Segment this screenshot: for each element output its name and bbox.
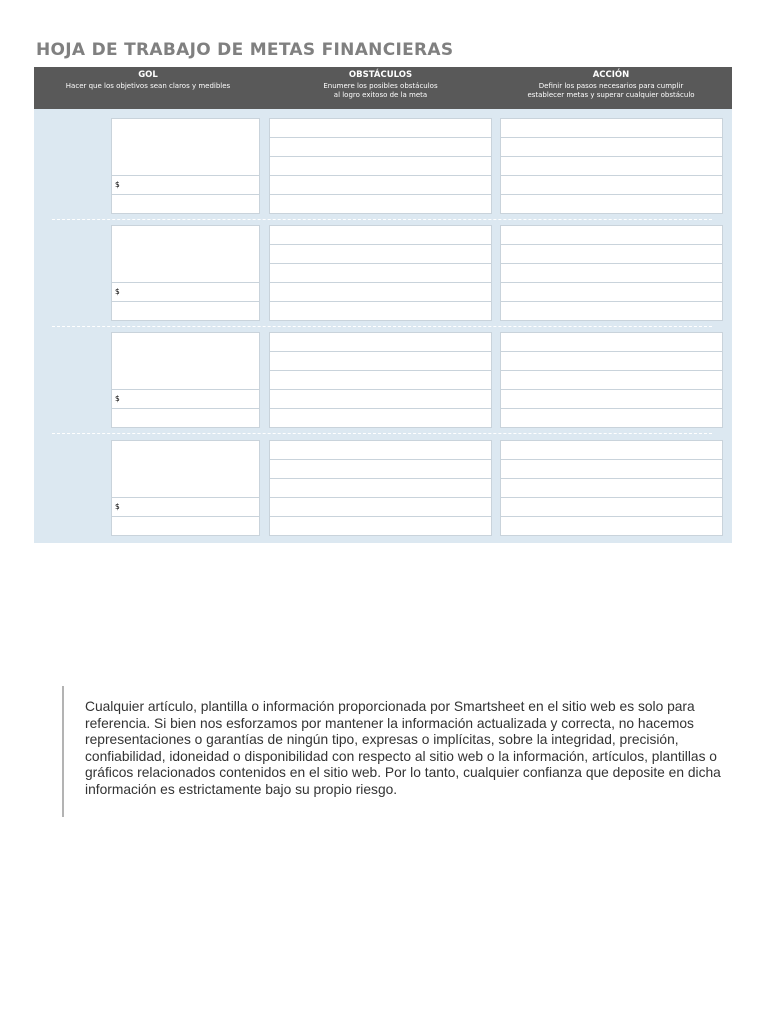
goal-field[interactable] xyxy=(111,118,260,176)
disclaimer-text: Cualquier artículo, plantilla o información proporcionada por Smartsheet en el sitio web es solo para referencia. Si bien nos esforzamos por mantener la información actualizada y correcta, no hacemos representaciones o garantías de ningún tipo, expresas o implícitas, sobre la integridad, precisión, confiabilidad, idoneidad o disponibilidad con respecto al sitio web o la información, artículos, plantillas o gráficos relacionados contenidos en el sitio web. Por lo tanto, cualquier confianza que deposite en dicha información es estrictamente bajo su propio riesgo. xyxy=(62,686,742,817)
action-field[interactable] xyxy=(500,389,723,409)
header-obstacles xyxy=(269,70,492,100)
amount-field[interactable] xyxy=(111,389,260,409)
action-field[interactable] xyxy=(500,244,723,264)
obstacle-field[interactable] xyxy=(269,244,492,264)
timeline-field[interactable] xyxy=(111,516,260,536)
obstacle-field[interactable] xyxy=(269,389,492,409)
worksheet xyxy=(34,67,732,543)
action-field[interactable] xyxy=(500,497,723,517)
currency-symbol: $ xyxy=(115,502,120,511)
header-goal-heading: GOL xyxy=(138,70,158,80)
obstacle-field[interactable] xyxy=(269,408,492,428)
obstacle-field[interactable] xyxy=(269,351,492,371)
obstacle-field[interactable] xyxy=(269,263,492,283)
header-action-subtitle-line: establecer metas y superar cualquier obstáculo xyxy=(527,91,695,99)
action-field[interactable] xyxy=(500,282,723,302)
amount-field[interactable] xyxy=(111,175,260,195)
action-field[interactable] xyxy=(500,370,723,390)
currency-symbol: $ xyxy=(115,180,120,189)
amount-field[interactable] xyxy=(111,497,260,517)
header-goal-subtitle xyxy=(34,82,262,91)
action-field[interactable] xyxy=(500,351,723,371)
action-field[interactable] xyxy=(500,118,723,138)
action-field[interactable] xyxy=(500,194,723,214)
obstacle-field[interactable] xyxy=(269,478,492,498)
header-action xyxy=(500,70,722,100)
obstacle-field[interactable] xyxy=(269,440,492,460)
header-action-heading: ACCIÓN xyxy=(592,70,630,80)
action-field[interactable] xyxy=(500,301,723,321)
timeline-field[interactable] xyxy=(111,194,260,214)
obstacle-field[interactable] xyxy=(269,225,492,245)
header-obstacles-subtitle xyxy=(269,82,492,100)
currency-symbol: $ xyxy=(115,287,120,296)
action-field[interactable] xyxy=(500,225,723,245)
goal-field[interactable] xyxy=(111,332,260,390)
action-field[interactable] xyxy=(500,332,723,352)
action-field[interactable] xyxy=(500,175,723,195)
action-field[interactable] xyxy=(500,156,723,176)
obstacle-field[interactable] xyxy=(269,332,492,352)
block-separator xyxy=(52,219,712,220)
obstacle-field[interactable] xyxy=(269,118,492,138)
goal-field[interactable] xyxy=(111,440,260,498)
header-goal-subtitle-line: Hacer que los objetivos sean claros y medibles xyxy=(65,82,231,90)
currency-symbol: $ xyxy=(115,394,120,403)
obstacle-field[interactable] xyxy=(269,175,492,195)
action-field[interactable] xyxy=(500,408,723,428)
block-separator xyxy=(52,326,712,327)
timeline-field[interactable] xyxy=(111,408,260,428)
header-action-subtitle xyxy=(500,82,722,100)
obstacle-field[interactable] xyxy=(269,301,492,321)
obstacle-field[interactable] xyxy=(269,156,492,176)
action-field[interactable] xyxy=(500,137,723,157)
obstacle-field[interactable] xyxy=(269,282,492,302)
block-separator xyxy=(52,433,712,434)
page-title: HOJA DE TRABAJO DE METAS FINANCIERAS xyxy=(36,40,454,60)
obstacle-field[interactable] xyxy=(269,497,492,517)
action-field[interactable] xyxy=(500,440,723,460)
amount-field[interactable] xyxy=(111,282,260,302)
obstacle-field[interactable] xyxy=(269,370,492,390)
obstacle-field[interactable] xyxy=(269,194,492,214)
table-header xyxy=(34,67,732,109)
obstacle-field[interactable] xyxy=(269,137,492,157)
header-goal xyxy=(34,70,262,91)
header-obstacles-subtitle-line: Enumere los posibles obstáculos xyxy=(323,82,438,90)
header-obstacles-subtitle-line: al logro exitoso de la meta xyxy=(333,91,428,99)
obstacle-field[interactable] xyxy=(269,459,492,479)
action-field[interactable] xyxy=(500,263,723,283)
header-action-subtitle-line: Definir los pasos necesarios para cumplir xyxy=(538,82,684,90)
action-field[interactable] xyxy=(500,459,723,479)
obstacle-field[interactable] xyxy=(269,516,492,536)
timeline-field[interactable] xyxy=(111,301,260,321)
action-field[interactable] xyxy=(500,516,723,536)
header-obstacles-heading: OBSTÁCULOS xyxy=(348,70,413,80)
goal-field[interactable] xyxy=(111,225,260,283)
action-field[interactable] xyxy=(500,478,723,498)
